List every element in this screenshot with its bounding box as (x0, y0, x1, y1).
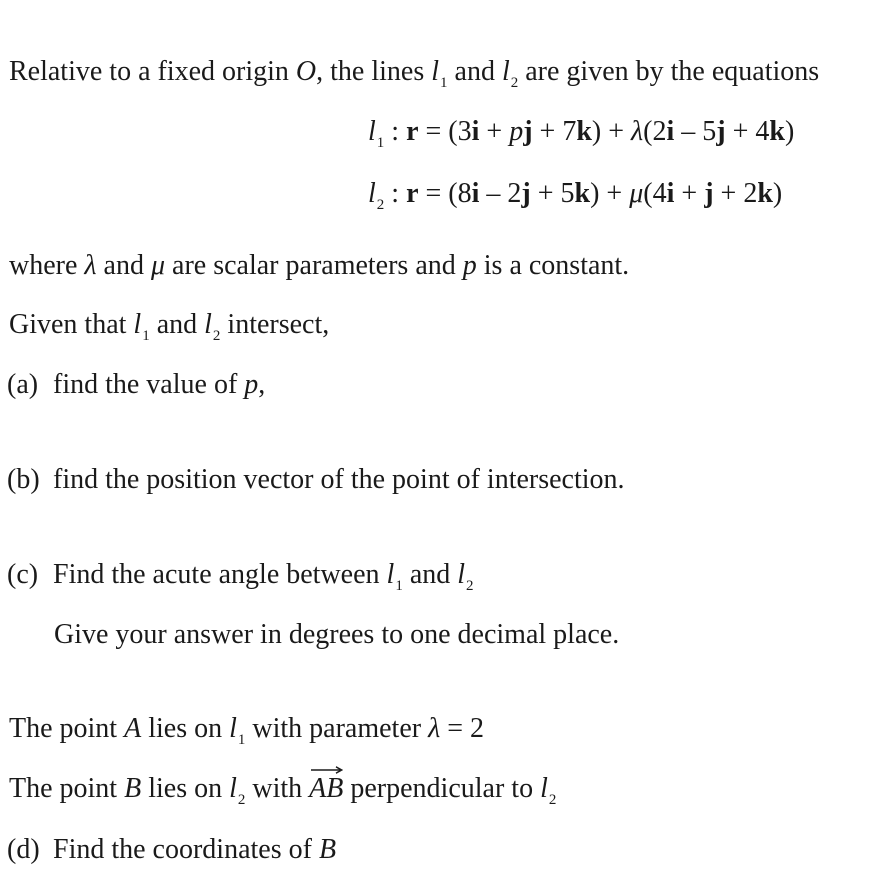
part-a-label: (a) (7, 369, 39, 400)
part-a: (a) find the value of p, (7, 369, 266, 400)
line-l1-symbol: l (431, 56, 440, 87)
part-c-instruction: Give your answer in degrees to one decimal place. (54, 619, 620, 650)
line-l2-symbol: l (501, 56, 510, 87)
constant-p: p (509, 116, 524, 147)
part-d: (d) Find the coordinates of B (7, 834, 337, 865)
where-line: where λ and μ are scalar parameters and p is a constant. (9, 250, 630, 281)
vector-ab: AB (309, 775, 343, 803)
part-d-label: (d) (7, 834, 40, 865)
part-c: (c) Find the acute angle between $l_1$ and $l_2$ (7, 559, 474, 594)
point-a-symbol: A (124, 713, 142, 744)
part-c-label: (c) (7, 559, 39, 590)
given-line: Given that $l_1$ and $l_2$ intersect, (9, 309, 330, 344)
vector-arrow-icon (311, 766, 343, 774)
intro-line: Relative to a fixed origin O, the lines $l_1$ and $l_2$ are given by the equations (9, 56, 820, 91)
equation-l1: $l_1$ : r = (3i + pj + 7k) + λ(2i – 5j + 4k) (368, 116, 795, 151)
origin-symbol: O (295, 56, 317, 87)
part-b-label: (b) (7, 464, 40, 495)
lambda-symbol: λ (631, 116, 644, 147)
equation-l2: $l_2$ : r = (8i – 2j + 5k) + μ(4i + j + 2k) (368, 178, 783, 213)
point-b-symbol: B (124, 773, 142, 804)
point-b-line: The point B lies on $l_2$ with AB perpendicular to $l_2$ (9, 775, 556, 803)
point-a-line: The point A lies on $l_1$ with parameter λ = 2 (9, 713, 485, 748)
vector-r: r (406, 178, 419, 209)
part-b: (b) find the position vector of the point of intersection. (7, 464, 625, 495)
mu-symbol: μ (629, 178, 644, 209)
intro-text: Relative to a fixed origin (9, 56, 296, 87)
vector-r: r (406, 116, 419, 147)
